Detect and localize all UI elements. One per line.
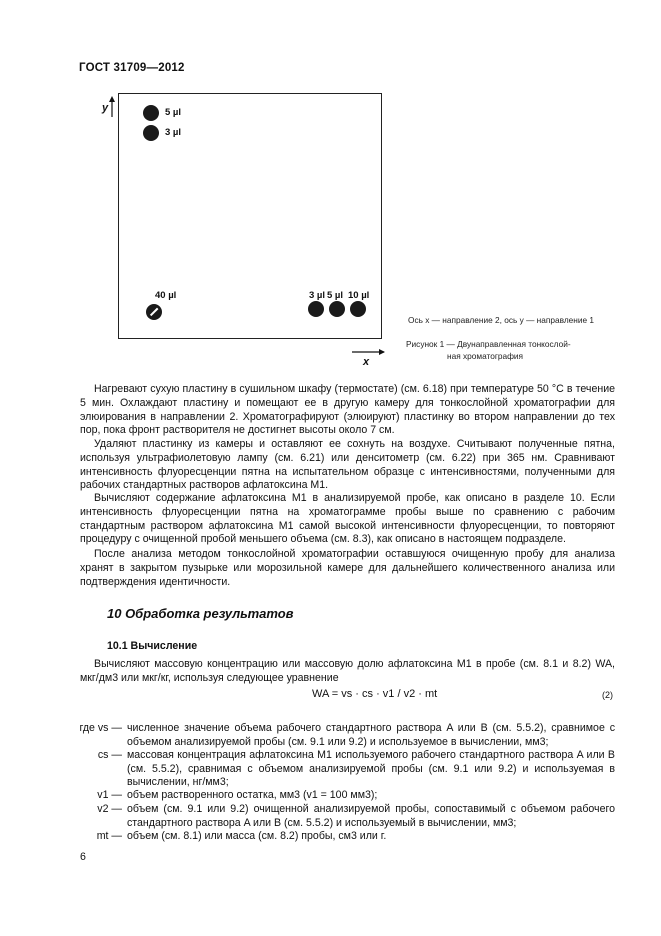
spot-label: 10 µl [348,290,370,301]
spot-10ul-row [350,301,366,317]
calc-intro: Вычисляют массовую концентрацию или массовую долю афлатоксина M1 в пробе (см. 8.1 и 8.2) WA, мкг/дм3 или мкг/кг, используя следующее уравнение [80,658,615,684]
y-axis-label: y [102,102,109,114]
equation-number: (2) [602,690,613,700]
legend-item: v1 — объем растворенного остатка, мм3 (v1 = 100 мм3); [97,789,378,801]
spot-label: 3 µl [165,127,182,138]
spot-label: 5 µl [165,107,182,118]
spot-5ul-row [329,301,345,317]
spot-label: 5 µl [327,290,344,301]
section-heading: 10 Обработка результатов [107,606,294,621]
spot-label: 3 µl [309,290,326,301]
subsection-heading: 10.1 Вычисление [107,640,198,652]
paragraph-storage: После анализа методом тонкослойной хроматографии оставшуюся очищенную пробу для анализа хранят в закрытом пузырьке или морозильной камере для дальнейшего количественного анализа или подтверждения идентичности. [80,548,615,588]
legend-item: mt — объем (см. 8.1) или масса (см. 8.2) пробы, см3 или г. [96,830,387,842]
figure-caption-line2: ная хроматография [447,351,524,361]
spot-label: 40 µl [155,290,177,301]
paragraph-uv-reading: Удаляют пластинку из камеры и оставляют ее сохнуть на воздухе. Считывают полученные пятна, используя ультрафиолетовую лампу (см. 6.21) или денситометр (см. 6.22) при 365 нм. Сравнивают интенсивность флуоресценции пятна на испытательном образце с интенсивностями, полученными для рабочих стандартных растворов афлатоксина M1. [80,438,615,492]
document-header: ГОСТ 31709—2012 [79,62,185,74]
figure-caption-line1: Рисунок 1 — Двунаправленная тонкослой- [406,339,571,349]
spot-3ul-top [143,125,159,141]
paragraph-heating: Нагревают сухую пластину в сушильном шкафу (термостате) (см. 6.18) при температуре 50 °C в течение 5 мин. Охлаждают пластину и помещают ее в другую камеру для тонкослойной хроматографии для элюирования в направлении 2. Хроматографируют (элюируют) пластинку во втором направлении до тех пор, пока фронт растворителя не достигнет высоты около 7 см. [80,383,615,437]
spot-3ul-row [308,301,324,317]
page-number: 6 [80,851,86,863]
legend-item: cs — массовая концентрация афлатоксина M1 используемого рабочего стандартного раствора A или B (см. 5.5.2), сравнимая с объемом анализируемой пробы (см. 9.1 или 9.2) и используемая в вычислении, нг/мм3; [97,749,615,789]
spot-start-40ul [146,304,162,320]
chromatogram-plate [118,93,382,339]
legend-item: v2 — объем (см. 9.1 или 9.2) очищенной анализируемой пробы, сопоставимый с объемом рабочего стандартного раствора A или B (см. 5.5.2) и используемый в вычислении, мм3; [97,803,615,829]
equation: WA = vs · cs · v1 / v2 · mt [312,688,438,700]
x-axis-label: x [363,356,370,368]
y-axis-arrow [108,96,116,118]
paragraph-calculation-note: Вычисляют содержание афлатоксина M1 в анализируемой пробе, как описано в разделе 10. Если интенсивность флуоресценции пятна на хроматограмме пробы выше по сравнению с рабочим стандартным раствором афлатоксина M1 самой высокой интенсивности флуоресценции, то повторяют процедуру с очищенной пробой меньшего объема (см. 8.3), как описано в настоящем подразделе. [80,492,615,546]
spot-5ul-top [143,105,159,121]
axis-note: Ось x — направление 2, ось y — направление 1 [408,315,595,325]
legend-item: где vs — численное значение объема рабочего стандартного раствора A или B (см. 5.5.2), сравнимое с объемом анализируемой пробы (см. 9.1 или 9.2) и используемое в вычислении, мм3; [79,722,615,748]
